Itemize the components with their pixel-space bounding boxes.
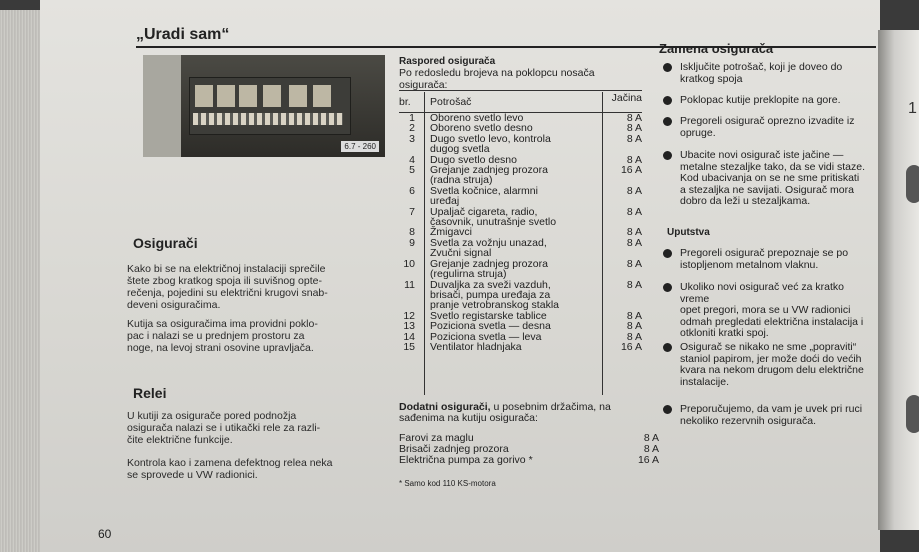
fuse-amperage: 8 A	[626, 278, 642, 291]
fuse-amperage: 8 A	[626, 226, 642, 239]
fuse-consumer: Oboreno svetlo levo	[430, 112, 524, 124]
bullet-icon	[663, 96, 672, 105]
step-item: Pregoreli osigurač oprezno izvadite iz opruge.	[663, 116, 873, 139]
fuse-amperage: 16 A	[620, 164, 642, 177]
photo-code: 6.7 - 260	[341, 141, 379, 152]
fuse-consumer: Svetla za vožnju unazad, Zvučni signal	[430, 236, 547, 260]
fuse-table	[399, 90, 642, 352]
header-no: br.	[399, 96, 411, 108]
table-row	[399, 207, 642, 228]
next-page-edge	[878, 30, 919, 530]
fuse-consumer: Oboreno svetlo desno	[430, 122, 533, 135]
extra-fuses-list	[399, 433, 659, 466]
fuse-amperage: 8 A	[626, 236, 642, 249]
fuse-number: 8	[409, 226, 415, 239]
bullet-icon	[663, 405, 672, 414]
table-header	[399, 90, 642, 113]
note-item: Ukoliko novi osigurač već za kratko vreme opet pregori, mora se u VW radionici odmah pregledati električna instalacija i otkloniti kratki spoj.	[663, 282, 873, 340]
note-item: Pregoreli osigurač prepoznaje se po istopljenom metalnom vlaknu.	[663, 248, 873, 271]
uputstva-title: Uputstva	[667, 227, 710, 238]
table-body	[399, 113, 642, 352]
fuse-consumer: Upaljač cigareta, radio, časovnik, unutrašnje svetlo	[430, 205, 557, 229]
fuse-amperage: 8 A	[626, 330, 642, 343]
fuse-consumer: Svetla kočnice, alarmni uređaj	[430, 184, 538, 208]
fuse-consumer: Grejanje zadnjeg prozora (regulirna struja)	[430, 257, 548, 281]
osiguraci-paragraph-1: Kako bi se na električnoj instalaciji sprečile štete zbog kratkog spoja ili suvišnog opte- rečenja, pojedini su električni krugovi snab- deveni osiguračima.	[127, 263, 328, 311]
fuse-number: 11	[404, 278, 415, 291]
table-row	[399, 321, 642, 331]
fuse-consumer: Poziciona svetla — leva	[430, 330, 542, 343]
next-page-number: 1	[908, 100, 917, 117]
osiguraci-paragraph-2: Kutija sa osiguračima ima providni poklo- pac i nalazi se u prednjem prostoru za noge, na levoj strani osovine upravljača.	[127, 318, 318, 354]
step-item: Poklopac kutije preklopite na gore.	[663, 95, 873, 107]
fuse-consumer: Poziciona svetla — desna	[430, 320, 551, 333]
fuse-number: 1	[409, 112, 415, 124]
fuse-consumer: Duvaljka za sveži vazduh, brisači, pumpa uređaja za pranje vetrobranskog stakla	[430, 278, 559, 312]
fuse-number: 6	[409, 184, 415, 197]
bullet-icon	[663, 343, 672, 352]
table-row	[399, 238, 642, 259]
next-page-bullet-icon	[906, 165, 919, 203]
fuse-amperage: 8 A	[626, 122, 642, 135]
bullet-icon	[663, 249, 672, 258]
fuse-amperage: 8 A	[626, 309, 642, 322]
fuse-amperage: 16 A	[620, 340, 642, 353]
fuse-box-photo	[143, 55, 385, 157]
bullet-icon	[663, 63, 672, 72]
fuse-number: 10	[403, 257, 415, 270]
fuse-amperage: 8 A	[626, 184, 642, 197]
table-row	[399, 186, 642, 207]
relei-paragraph-1: U kutiji za osigurače pored podnožja osigurača nalazi se i utikački rele za razli- čite električne funkcije.	[127, 410, 321, 446]
raspored-intro: Po redosledu brojeva na poklopcu nosača osigurača:	[399, 67, 595, 91]
footnote: * Samo kod 110 KS-motora	[399, 479, 496, 488]
next-page-bullet-icon	[906, 395, 919, 433]
list-item: Farovi za maglu 8 A	[399, 432, 659, 444]
relei-paragraph-2: Kontrola kao i zamena defektnog relea neka se sprovede u VW radionici.	[127, 457, 333, 481]
fuse-number: 5	[409, 164, 415, 177]
fuse-consumer: Dugo svetlo levo, kontrola dugog svetla	[430, 132, 551, 156]
extra-fuses-title: Dodatni osigurači, u posebnim držačima, na sađenima na kutiju osigurača:	[399, 401, 611, 424]
table-row	[399, 134, 642, 155]
page-number: 60	[98, 527, 112, 541]
fuse-number: 15	[403, 340, 415, 353]
table-row	[399, 165, 642, 186]
fuse-row-graphic	[193, 113, 343, 125]
step-item: Isključite potrošač, koji je doveo do kratkog spoja	[663, 62, 873, 85]
header-amp: Jačina	[611, 92, 642, 104]
fuse-number: 12	[403, 309, 415, 322]
fuse-number: 13	[403, 320, 415, 333]
bullet-icon	[663, 151, 672, 160]
fuse-amperage: 8 A	[626, 320, 642, 333]
fuse-number: 2	[409, 122, 415, 135]
fuse-number: 4	[409, 153, 415, 166]
list-item: Električna pumpa za gorivo * 16 A	[399, 454, 659, 466]
header-consumer: Potrošač	[430, 96, 472, 108]
fuse-amperage: 8 A	[626, 205, 642, 218]
fuse-consumer: Grejanje zadnjeg prozora (radna struja)	[430, 164, 548, 187]
relei-heading: Relei	[133, 385, 167, 401]
zamena-title: Zamena osigurača	[659, 41, 774, 56]
bullet-icon	[663, 283, 672, 292]
fuse-number: 9	[409, 236, 415, 249]
osiguraci-heading: Osigurači	[133, 235, 198, 251]
fuse-consumer: Ventilator hladnjaka	[430, 340, 522, 353]
bullet-icon	[663, 117, 672, 126]
table-row	[399, 259, 642, 280]
note-item: Osigurač se nikako ne sme „popraviti“ staniol papirom, jer može doći do većih kvara na nekom drugom delu električne instalacije.	[663, 342, 873, 388]
fuse-consumer: Svetlo registarske tablice	[430, 309, 547, 322]
table-row	[399, 280, 642, 311]
fuse-amperage: 8 A	[626, 153, 642, 166]
section-title: „Uradi sam“	[136, 26, 230, 43]
fuse-consumer: Dugo svetlo desno	[430, 153, 517, 166]
fuse-number: 14	[403, 330, 415, 343]
fuse-number: 7	[409, 205, 415, 218]
table-row	[399, 342, 642, 352]
list-item: Brisači zadnjeg prozora 8 A	[399, 443, 659, 455]
raspored-title: Raspored osigurača	[399, 56, 496, 67]
fuse-number: 3	[409, 132, 415, 145]
fuse-amperage: 8 A	[626, 112, 642, 124]
note-item: Preporučujemo, da vam je uvek pri ruci nekoliko rezervnih osigurača.	[663, 404, 873, 427]
fuse-amperage: 8 A	[626, 132, 642, 145]
fuse-amperage: 8 A	[626, 257, 642, 270]
step-item: Ubacite novi osigurač iste jačine — metalne stezaljke tako, da se vidi staze. Kod ubacivanja on se ne sme pritiskati a stezaljka ne savijati. Osigurač mora dobro da leži u stezaljkama.	[663, 150, 873, 208]
fuse-consumer: Žmigavci	[430, 226, 473, 239]
